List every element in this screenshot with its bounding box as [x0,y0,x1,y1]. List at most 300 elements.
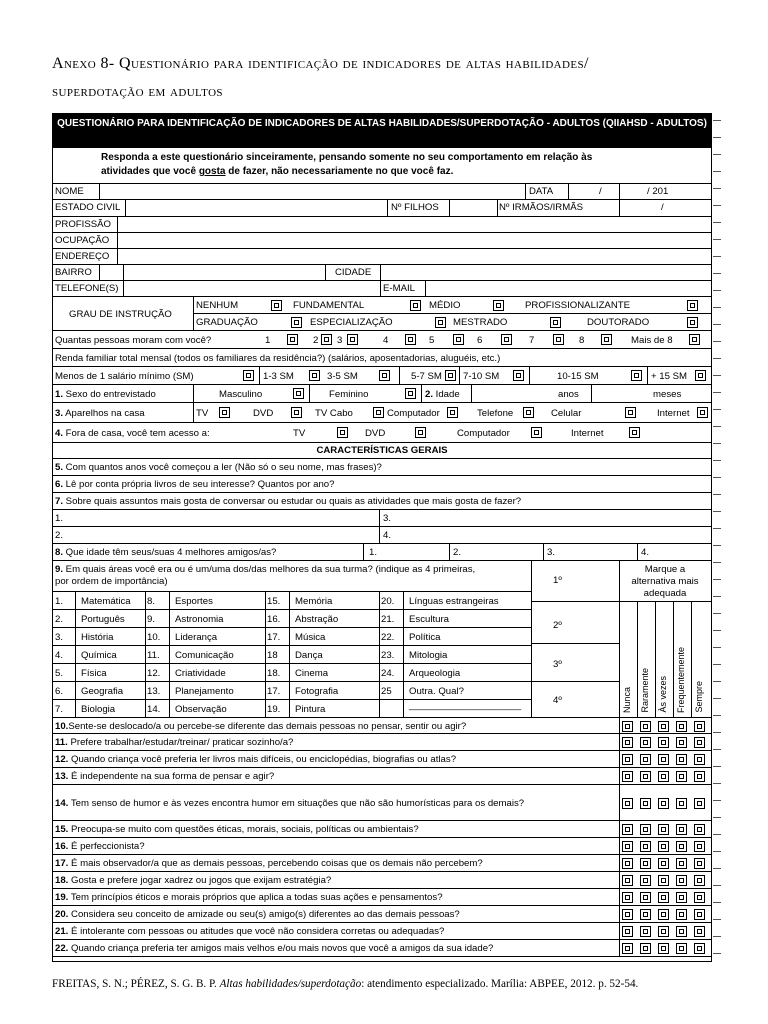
frequency-checkbox[interactable] [622,875,633,886]
area-number: 17. [267,686,281,697]
q3-text: Aparelhos na casa [63,408,145,419]
instruction-line-2 [101,165,701,179]
margin-tick [713,562,721,563]
q5-label [55,462,382,473]
checkbox[interactable] [553,334,564,345]
question-number: 18. [55,875,69,886]
label-ocupacao: OCUPAÇÃO [55,235,110,246]
q8-text: Que idade têm seus/suas 4 melhores amigos/as? [63,547,277,558]
frequency-checkbox[interactable] [694,824,705,835]
area-number: 10. [147,632,161,643]
area-number: 17. [267,632,281,643]
question-number: 13. [55,771,69,782]
label-nunca: Nunca [622,686,632,713]
marque-1: Marque a [644,564,686,575]
grau-profissionalizante: PROFISSIONALIZANTE [525,300,631,311]
area-name: Biologia [81,704,116,715]
checkbox[interactable] [631,370,642,381]
frequency-checkbox[interactable] [676,798,687,809]
irmaos-sep: / [661,202,664,213]
checkbox[interactable] [219,407,230,418]
q2-anos: anos [558,389,579,400]
area-row [53,592,531,610]
frequency-checkbox[interactable] [658,721,669,732]
area-name: Física [81,668,107,679]
q9-line-2: por ordem de importância) [55,576,168,587]
margin-tick [713,698,721,699]
frequency-checkbox[interactable] [658,858,669,869]
frequency-checkbox[interactable] [622,771,633,782]
frequency-checkbox[interactable] [622,858,633,869]
marque-3: adequada [643,588,687,599]
q6-num: 6. [55,479,64,490]
frequency-checkbox[interactable] [622,798,633,809]
frequency-checkbox[interactable] [622,721,633,732]
question-label: Prefere trabalhar/estudar/treinar/ praticar sozinho/a? [67,737,294,748]
area-row [53,628,531,646]
checkbox[interactable] [501,334,512,345]
area-name: Planejamento [175,686,234,697]
margin-tick [713,647,721,648]
frequency-checkbox[interactable] [658,771,669,782]
checkbox[interactable] [453,334,464,345]
q8-slot-3: 3. [547,547,556,558]
margin-tick [713,477,721,478]
label-email: E-MAIL [383,283,415,294]
question-label: É perfeccionista? [68,841,145,852]
question-label: Quando criança você preferia ler livros mais difíceis, ou enciclopédias, biografias ou atlas? [68,754,457,765]
area-name: Química [81,650,117,661]
q4-text: Fora de casa, você tem acesso a: [63,428,210,439]
checkbox[interactable] [373,407,384,418]
label-filhos: Nº FILHOS [391,202,439,213]
q3-computador: Computador [387,408,440,419]
grau-nenhum: NENHUM [196,300,239,311]
question-number: 15. [55,824,69,835]
margin-tick [713,766,721,767]
grau-graduacao: GRADUAÇÃO [196,317,258,328]
area-number: 12. [147,668,161,679]
frequency-checkbox[interactable] [658,754,669,765]
area-name: Política [409,632,441,643]
label-profissao: PROFISSÃO [55,219,111,230]
area-name: Astronomia [175,614,224,625]
row-bairro [53,265,711,281]
q1-masculino: Masculino [219,389,263,400]
row-q5 [53,459,711,476]
margin-tick [713,953,721,954]
q4-label [55,428,210,439]
row-moram [53,331,711,349]
renda-1-3: 1-3 SM [263,371,294,382]
questionnaire-form [52,113,712,962]
question-text [55,737,293,748]
outra-line: _____________________ [409,700,522,711]
q7-slot-2: 2. [55,530,64,541]
moram-6: 6 [477,335,483,346]
label-raramente: Raramente [640,668,650,713]
frequency-checkbox[interactable] [658,824,669,835]
q3-num: 3. [55,408,64,419]
area-name: Escultura [409,614,449,625]
frequency-checkbox[interactable] [676,875,687,886]
frequency-checkbox[interactable] [640,737,651,748]
margin-tick [713,579,721,580]
question-number: 16. [55,841,69,852]
row-q7-b [53,527,711,544]
area-row [53,610,531,628]
frequency-checkbox[interactable] [640,858,651,869]
frequency-checkbox[interactable] [694,875,705,886]
rank-4: 4º [553,695,562,706]
checkbox[interactable] [291,407,302,418]
frequency-checkbox[interactable] [676,892,687,903]
frequency-checkbox[interactable] [622,841,633,852]
question-label: É mais observador/a que as demais pessoas, percebendo coisas que os demais não percebem? [68,858,483,869]
q7-num: 7. [55,496,64,507]
label-cidade: CIDADE [335,267,372,278]
area-number: 18. [267,668,281,679]
page-heading [52,50,732,106]
row-nome [53,184,711,200]
area-name: Esportes [175,596,213,607]
question-text [55,858,483,869]
margin-tick [713,885,721,886]
q3-telefone: Telefone [477,408,514,419]
checkbox[interactable] [271,300,282,311]
margin-tick [713,834,721,835]
checkbox[interactable] [687,317,698,328]
frequency-checkbox[interactable] [694,858,705,869]
checkbox[interactable] [695,370,706,381]
heading-prefix: Anexo 8- [52,55,120,72]
frequency-checkbox[interactable] [676,943,687,954]
checkbox[interactable] [309,370,320,381]
question-text [55,754,456,765]
area-number: 25 [381,686,392,697]
frequency-checkbox[interactable] [622,824,633,835]
checkbox[interactable] [531,427,542,438]
frequency-checkbox[interactable] [658,875,669,886]
question-number: 10. [55,720,69,732]
instruction-2a: atividades que você [101,166,199,177]
q6-text: Lê por conta própria livros de seu interesse? Quantos por ano? [63,479,335,490]
checkbox[interactable] [243,370,254,381]
frequency-checkbox[interactable] [676,737,687,748]
question-row [53,785,711,821]
instruction-row [53,148,711,184]
area-name: Mitologia [409,650,448,661]
checkbox[interactable] [435,317,446,328]
q4-num: 4. [55,428,64,439]
frequency-checkbox[interactable] [640,841,651,852]
area-name: Música [295,632,326,643]
frequency-checkbox[interactable] [658,926,669,937]
margin-tick [713,902,721,903]
area-number: 11. [147,650,160,661]
area-name: Cinema [295,668,329,679]
frequency-checkbox[interactable] [640,721,651,732]
checkbox[interactable] [550,317,561,328]
row-renda-opts [53,367,711,385]
frequency-checkbox[interactable] [640,892,651,903]
q9-num: 9. [55,564,64,575]
frequency-checkbox[interactable] [676,841,687,852]
frequency-checkbox[interactable] [694,721,705,732]
frequency-checkbox[interactable] [640,943,651,954]
area-number: 7. [55,704,64,715]
area-row [53,700,531,718]
frequency-checkbox[interactable] [658,943,669,954]
question-label: Sente-se deslocado/a ou percebe-se diferente das demais pessoas no pensar, sentir ou agir? [68,720,467,732]
row-renda [53,349,711,367]
question-text [55,943,493,954]
checkbox[interactable] [347,334,358,345]
checkbox[interactable] [493,300,504,311]
checkbox[interactable] [287,334,298,345]
area-name: Outra. Qual? [409,686,464,697]
q8-slot-2: 2. [453,547,462,558]
area-name: Matemática [81,596,131,607]
checkbox[interactable] [405,334,416,345]
margin-tick [713,851,721,852]
frequency-checkbox[interactable] [622,926,633,937]
area-number: 8. [147,596,156,607]
margin-tick [713,681,721,682]
margin-tick [713,273,721,274]
margin-tick [713,222,721,223]
q7-slot-4: 4. [383,530,392,541]
margin-tick [713,358,721,359]
question-row [53,940,711,957]
checkbox[interactable] [293,388,304,399]
area-name: História [81,632,114,643]
checkbox[interactable] [687,300,698,311]
question-row [53,872,711,889]
frequency-checkbox[interactable] [622,909,633,920]
q9-line-1 [55,564,475,575]
frequency-checkbox[interactable] [676,926,687,937]
margin-tick [713,919,721,920]
question-row [53,906,711,923]
label-grau: GRAU DE INSTRUÇÃO [69,309,172,320]
q2-label [425,389,460,400]
margin-tick [713,290,721,291]
form-title: QUESTIONÁRIO PARA IDENTIFICAÇÃO DE INDICADORES DE ALTAS HABILIDADES/SUPERDOTAÇÃO - ADULTOS (QIIAHSD - ADULTOS) [53,114,711,148]
checkbox[interactable] [321,334,332,345]
grau-doutorado: DOUTORADO [587,317,650,328]
frequency-checkbox[interactable] [658,892,669,903]
frequency-checkbox[interactable] [694,737,705,748]
question-label: Preocupa-se muito com questões éticas, morais, sociais, políticas ou ambientais? [68,824,419,835]
q8-num: 8. [55,547,64,558]
frequency-checkbox[interactable] [694,926,705,937]
margin-tick [713,528,721,529]
frequency-checkbox[interactable] [676,858,687,869]
question-number: 22. [55,943,69,954]
checkbox[interactable] [447,407,458,418]
question-row [53,855,711,872]
q8-slot-4: 4. [641,547,650,558]
margin-tick [713,664,721,665]
grau-especializacao: ESPECIALIZAÇÃO [310,317,393,328]
area-number: 16. [267,614,281,625]
margin-tick [713,120,721,121]
margin-tick [713,868,721,869]
frequency-checkbox[interactable] [640,798,651,809]
frequency-checkbox[interactable] [622,754,633,765]
margin-tick [713,154,721,155]
label-bairro: BAIRRO [55,267,92,278]
checkbox[interactable] [601,334,612,345]
area-number: 5. [55,668,64,679]
row-profissao [53,217,711,233]
footer-a: FREITAS, S. N.; PÉREZ, S. G. B. P. [52,978,220,990]
area-number: 9. [147,614,156,625]
margin-tick [713,630,721,631]
margin-tick [713,936,721,937]
area-number: 23. [381,650,395,661]
checkbox[interactable] [415,427,426,438]
label-sempre: Sempre [694,681,704,713]
area-row [53,664,531,682]
frequency-checkbox[interactable] [640,824,651,835]
frequency-checkbox[interactable] [694,754,705,765]
q7-label [55,496,521,507]
moram-2: 2 [313,335,319,346]
frequency-checkbox[interactable] [622,737,633,748]
area-name: Fotografia [295,686,339,697]
checkbox[interactable] [513,370,524,381]
q8-label [55,547,276,558]
areas-table [53,592,531,718]
renda-3-5: 3-5 SM [327,371,358,382]
margin-tick [713,171,721,172]
frequency-checkbox[interactable] [658,798,669,809]
question-text [55,721,466,732]
area-name: Arqueologia [409,668,461,679]
frequency-checkbox[interactable] [640,875,651,886]
frequency-checkbox[interactable] [622,943,633,954]
question-row [53,734,711,751]
instruction-2c: de fazer, não necessariamente no que você faz. [225,166,454,177]
row-ocupacao [53,233,711,249]
margin-tick [713,783,721,784]
question-label: Gosta e prefere jogar xadrez ou jogos que exijam estratégia? [68,875,332,886]
q1-feminino: Feminino [329,389,369,400]
area-number: 20. [381,596,395,607]
question-number: 12. [55,754,69,765]
area-name: Comunicação [175,650,234,661]
question-text [55,798,524,809]
frequency-checkbox[interactable] [694,909,705,920]
frequency-checkbox[interactable] [676,721,687,732]
frequency-checkbox[interactable] [658,737,669,748]
row-q7-a [53,510,711,527]
row-q4 [53,423,711,443]
frequency-checkbox[interactable] [658,909,669,920]
checkbox[interactable] [523,407,534,418]
frequency-checkbox[interactable] [694,943,705,954]
area-number: 6. [55,686,64,697]
checkbox[interactable] [697,407,708,418]
frequency-checkbox[interactable] [622,892,633,903]
row-q7 [53,493,711,510]
margin-tick [713,307,721,308]
frequency-checkbox[interactable] [694,892,705,903]
checkbox[interactable] [445,370,456,381]
frequency-checkbox[interactable] [676,909,687,920]
frequency-checkbox[interactable] [676,824,687,835]
margin-tick [713,256,721,257]
area-name: Liderança [175,632,218,643]
margin-tick [713,443,721,444]
checkbox[interactable] [629,427,640,438]
checkbox[interactable] [291,317,302,328]
label-estado-civil: ESTADO CIVIL [55,202,121,213]
checkbox[interactable] [410,300,421,311]
question-text [55,909,460,920]
question-number: 21. [55,926,69,937]
question-text [55,771,274,782]
margin-tick [713,596,721,597]
frequency-checkbox[interactable] [694,841,705,852]
margin-tick [713,817,721,818]
q4-dvd: DVD [365,428,386,439]
area-number: 1. [55,596,64,607]
frequency-checkbox[interactable] [640,926,651,937]
q7-text: Sobre quais assuntos mais gosta de conversar ou estudar ou quais as atividades que mais gosta de fazer? [63,496,522,507]
frequency-checkbox[interactable] [658,841,669,852]
area-name: Observação [175,704,227,715]
q6-label [55,479,334,490]
row-grau [53,297,711,331]
margin-tick [713,409,721,410]
checkbox[interactable] [405,388,416,399]
frequency-checkbox[interactable] [640,771,651,782]
question-row [53,889,711,906]
frequency-checkbox[interactable] [676,771,687,782]
q3-dvd: DVD [253,408,274,419]
moram-8: 8 [579,335,585,346]
q2-meses: meses [653,389,682,400]
instruction-text [101,151,701,179]
grau-medio: MÉDIO [429,300,461,311]
footer-b: Altas habilidades/superdotação [219,978,362,990]
checkbox[interactable] [625,407,636,418]
moram-4: 4 [383,335,389,346]
area-row [53,682,531,700]
area-name: Memória [295,596,333,607]
instruction-line-1: Responda a este questionário sinceiramente, pensando somente no seu comportamento em relação às [101,152,593,163]
margin-tick [713,426,721,427]
margin-tick [713,188,721,189]
area-number: 13. [147,686,161,697]
renda-10-15: 10-15 SM [557,371,599,382]
frequency-checkbox[interactable] [694,798,705,809]
label-frequentemente: Frequentemente [676,646,686,713]
checkbox[interactable] [379,370,390,381]
frequency-checkbox[interactable] [694,771,705,782]
frequency-checkbox[interactable] [640,909,651,920]
area-row [53,646,531,664]
question-label: Tem princípios éticos e morais próprios que aplica a todas suas ações e pensamentos? [68,892,443,903]
checkbox[interactable] [689,334,700,345]
q7-slot-3: 3. [383,513,392,524]
frequency-checkbox[interactable] [676,754,687,765]
checkbox[interactable] [337,427,348,438]
frequency-checkbox[interactable] [640,754,651,765]
